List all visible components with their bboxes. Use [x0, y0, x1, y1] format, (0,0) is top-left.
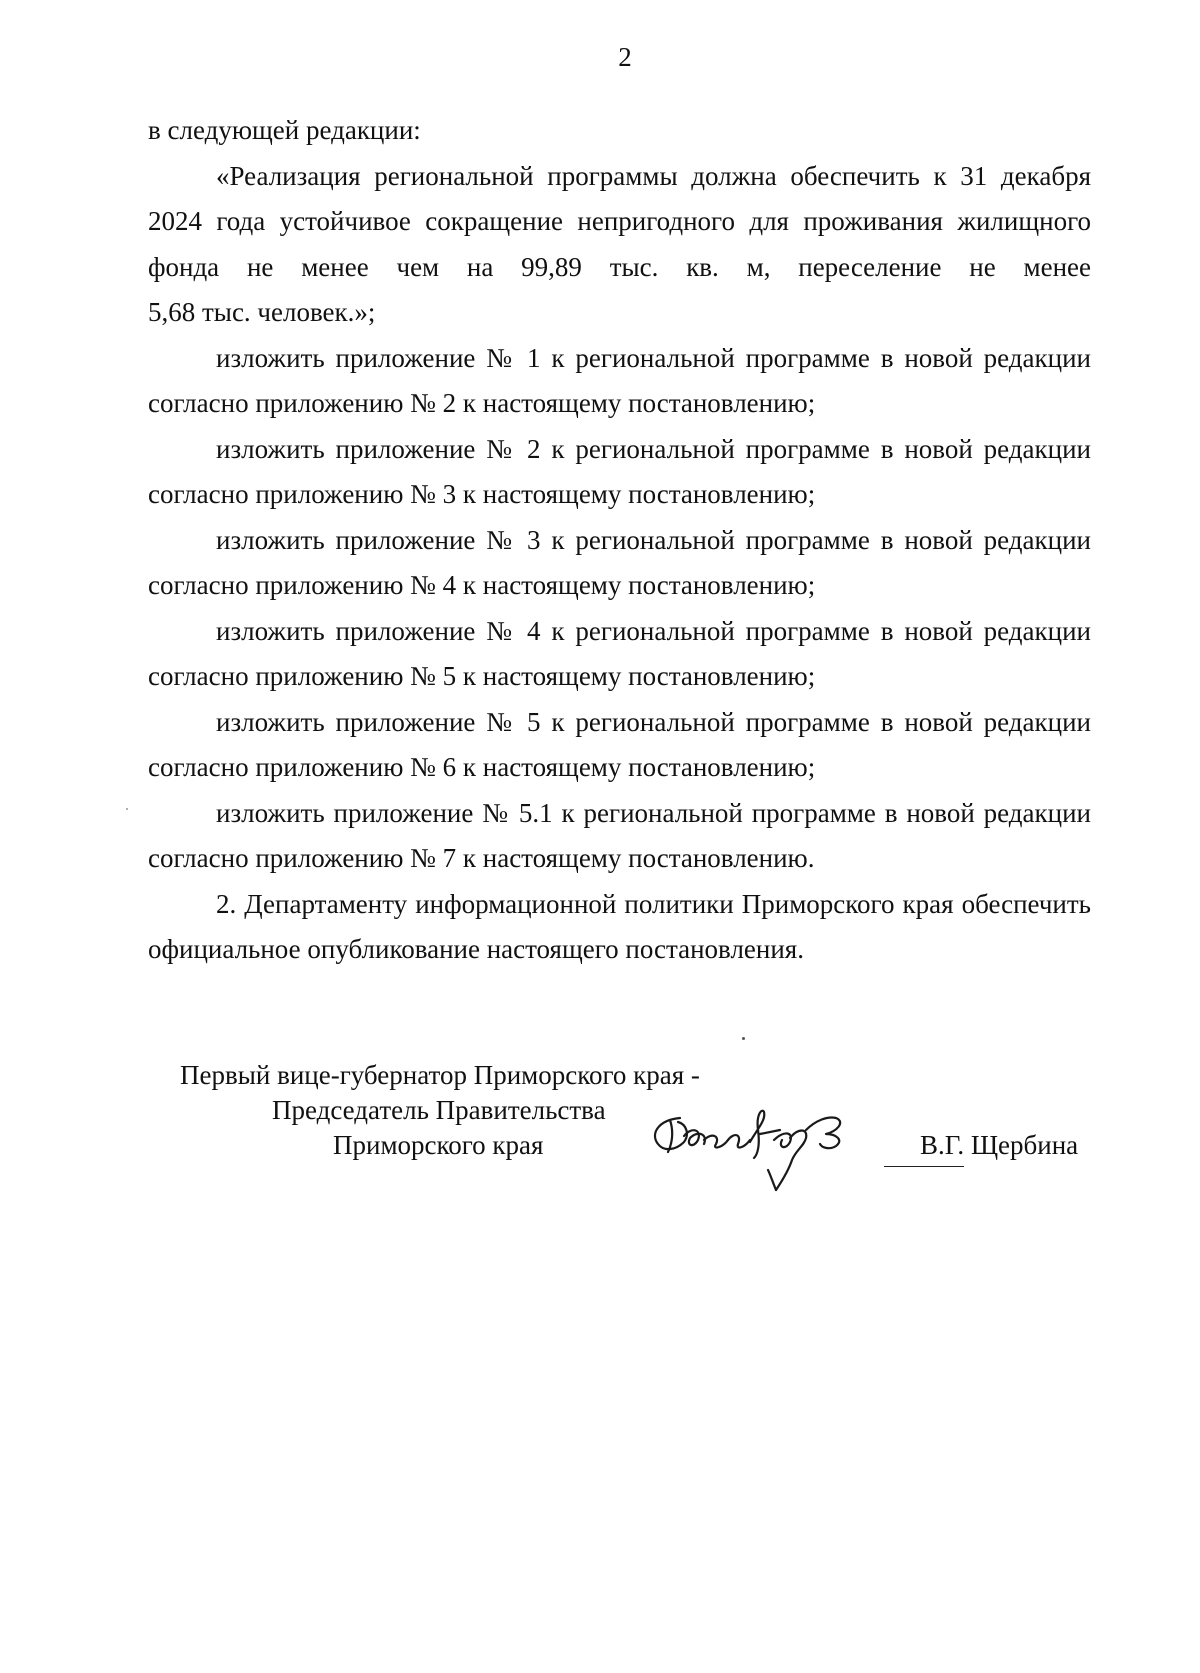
paragraph-appendix-1: изложить приложение № 1 к региональной программе в новой редакции согласно приложению № 2 к настоящему постановлению; [148, 342, 1091, 418]
paragraph-quote-end: 5,68 тыс. человек.»; [148, 297, 376, 327]
handwritten-signature [640, 1100, 880, 1200]
paragraph-appendix-4: изложить приложение № 4 к региональной программе в новой редакции согласно приложению № 5 к настоящему постановлению; [148, 615, 1091, 691]
paragraph-quote: «Реализация региональной программы должна обеспечить к 31 декабря 2024 года устойчивое сокращение непригодного для проживания жилищного фонда не менее чем на 99,89 тыс. кв. м, переселение не менее [148, 160, 1091, 282]
document-body [148, 108, 1091, 973]
signatory-title-line-1: Первый вице-губернатор Приморского края - [180, 1060, 700, 1090]
scan-speck [742, 1037, 745, 1040]
signatory-title-line-2: Председатель Правительства [272, 1095, 606, 1125]
paragraph-appendix-5-1: изложить приложение № 5.1 к региональной программе в новой редакции согласно приложению № 7 к настоящему постановлению. [148, 797, 1091, 873]
signatory-title-line-3: Приморского края [333, 1130, 544, 1160]
signature-underline [884, 1166, 964, 1167]
paragraph-appendix-3: изложить приложение № 3 к региональной программе в новой редакции согласно приложению № 4 к настоящему постановлению; [148, 524, 1091, 600]
signature-block [0, 1060, 1200, 1190]
paragraph-appendix-5: изложить приложение № 5 к региональной программе в новой редакции согласно приложению № 6 к настоящему постановлению; [148, 706, 1091, 782]
page-number: 2 [618, 42, 632, 72]
signatory-name: В.Г. Щербина [920, 1130, 1079, 1160]
paragraph-intro: в следующей редакции: [148, 115, 421, 145]
paragraph-item-2: 2. Департаменту информационной политики Приморского края обеспечить официальное опубликование настоящего постановления. [148, 888, 1091, 964]
paragraph-appendix-2: изложить приложение № 2 к региональной программе в новой редакции согласно приложению № 3 к настоящему постановлению; [148, 433, 1091, 509]
scan-speck [126, 808, 128, 810]
